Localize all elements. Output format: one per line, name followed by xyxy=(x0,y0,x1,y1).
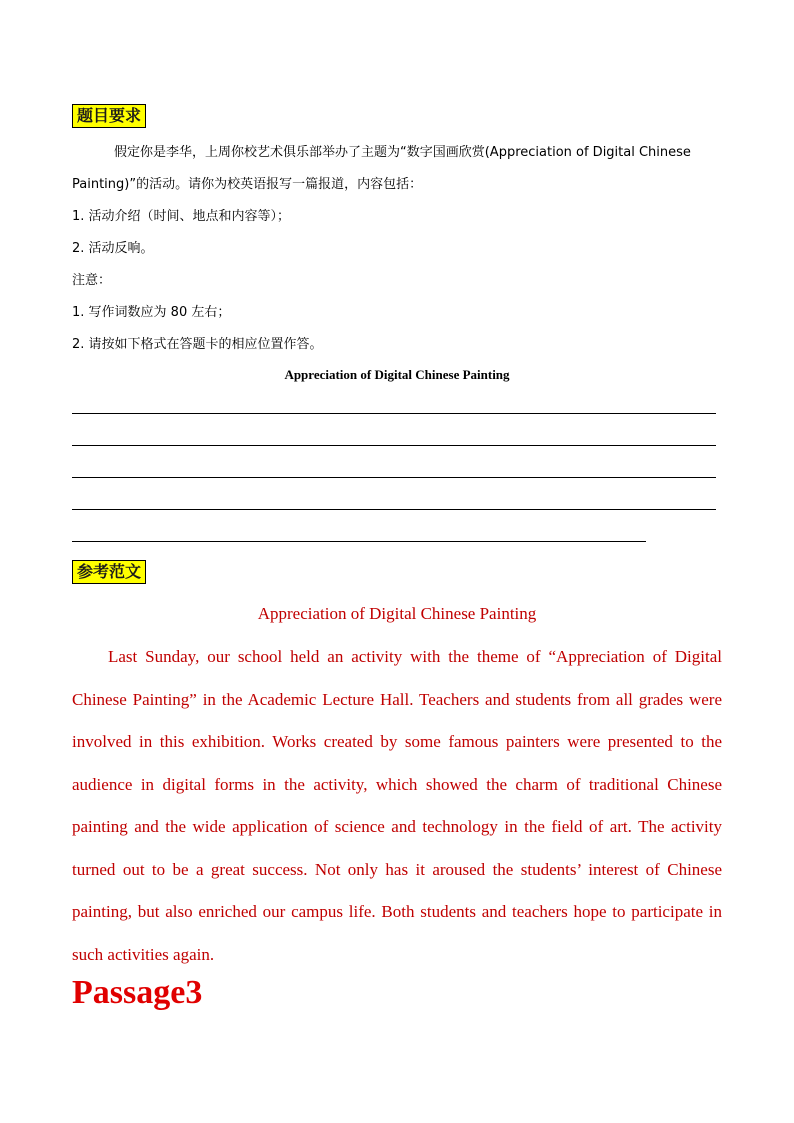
passage-heading: Passage3 xyxy=(72,974,203,1011)
answer-rule-4 xyxy=(72,509,716,510)
task-line-4: 2. 活动反响。 xyxy=(72,241,154,256)
task-line-6: 1. 写作词数应为 80 左右； xyxy=(72,305,231,320)
task-line-5: 注意： xyxy=(72,273,112,288)
task-line-1: 假定你是李华，上周你校艺术俱乐部举办了主题为“数字国画欣赏(Appreciation of Digital Chinese xyxy=(114,145,691,160)
answer-rule-2 xyxy=(72,445,716,446)
task-line-3: 1. 活动介绍（时间、地点和内容等）； xyxy=(72,209,291,224)
essay-title: Appreciation of Digital Chinese Painting xyxy=(257,604,537,623)
answer-rule-1 xyxy=(72,413,716,414)
task-line-7: 2. 请按如下格式在答题卡的相应位置作答。 xyxy=(72,337,323,352)
essay-body: Last Sunday, our school held an activity with the theme of “Appreciation of Digital Chinese Painting” in the Academic Lecture Hall. Teachers and students from all grades were involved in this exhibition. Works created by some famous painters were presented to the audience in digital forms in the activity, which showed the charm of traditional Chinese painting and the wide application of science and technology in the field of art. The activity turned out to be a great success. Not only has it aroused the students’ interest of Chinese painting, but also enriched our campus life. Both students and teachers hope to participate in such activities again. xyxy=(72,647,722,964)
sample-essay-tag: 参考范文 xyxy=(72,560,146,584)
task-requirements-tag: 题目要求 xyxy=(72,104,146,128)
task-line-2: Painting)”的活动。请你为校英语报写一篇报道，内容包括： xyxy=(72,177,423,192)
answer-rule-3 xyxy=(72,477,716,478)
answer-rule-5 xyxy=(72,541,646,542)
answer-title: Appreciation of Digital Chinese Painting xyxy=(284,367,510,382)
